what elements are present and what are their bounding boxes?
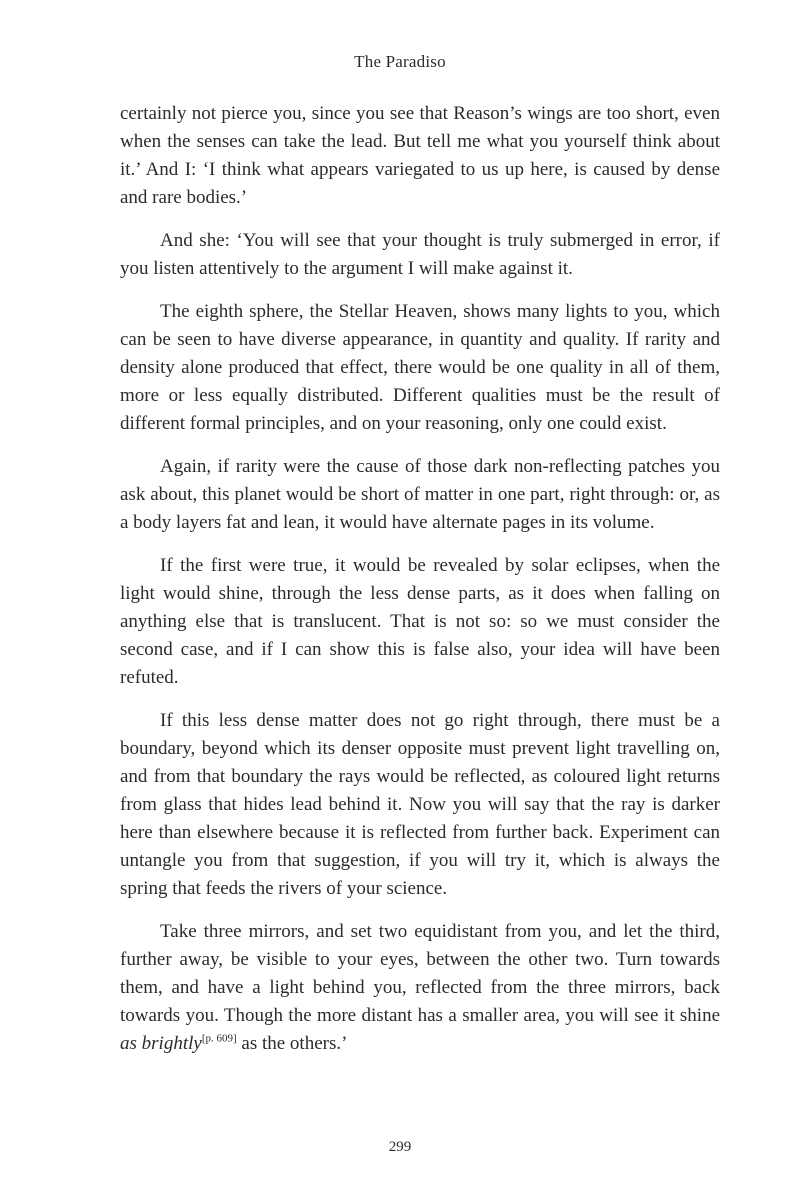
paragraph: And she: ‘You will see that your thought is truly submerged in error, if you listen attentively to the argument I will make against it. <box>120 230 720 279</box>
paragraph-text: Take three mirrors, and set two equidistant from you, and let the third, further away, be visible to your eyes, between the other two. Turn towards them, and have a light behind you, reflected from the three mirrors, back towards you. Though the more distant has a smaller area, you will see it shine <box>120 921 720 1026</box>
paragraph: The eighth sphere, the Stellar Heaven, shows many lights to you, which can be seen to have diverse appearance, in quantity and quality. If rarity and density alone produced that effect, there would be one quality in all of them, more or less equally distributed. Different qualities must be the result of different formal principles, and on your reasoning, only one could exist. <box>120 301 720 434</box>
body-text <box>120 100 720 1073</box>
emphasized-text: as brightly <box>120 1033 202 1054</box>
running-title: The Paradiso <box>354 52 446 71</box>
paragraph: If this less dense matter does not go right through, there must be a boundary, beyond which its denser opposite must prevent light travelling on, and from that boundary the rays would be reflected, as coloured light returns from glass that hides lead behind it. Now you will say that the ray is darker here than elsewhere because it is reflected from further back. Experiment can untangle you from that suggestion, if you will try it, which is always the spring that feeds the rivers of your science. <box>120 710 720 899</box>
paragraph: Again, if rarity were the cause of those dark non-reflecting patches you ask about, this planet would be short of matter in one part, right through: or, as a body layers fat and lean, it would have alternate pages in its volume. <box>120 456 720 533</box>
page-number: 299 <box>388 1139 412 1155</box>
page-reference: [p. 609] <box>201 1032 237 1045</box>
paragraph-continued: certainly not pierce you, since you see that Reason’s wings are too short, even when the senses can take the lead. But tell me what you yourself think about it.’ And I: ‘I think what appears variegated to us up here, is caused by dense and rare bodies.’ <box>120 103 720 208</box>
paragraph-last <box>120 918 720 1058</box>
paragraph: If the first were true, it would be revealed by solar eclipses, when the light would shine, through the less dense parts, as it does when falling on anything else that is translucent. That is not so: so we must consider the second case, and if I can show this is false also, your idea will have been refuted. <box>120 555 720 688</box>
paragraph-text-end: as the others.’ <box>236 1033 348 1054</box>
